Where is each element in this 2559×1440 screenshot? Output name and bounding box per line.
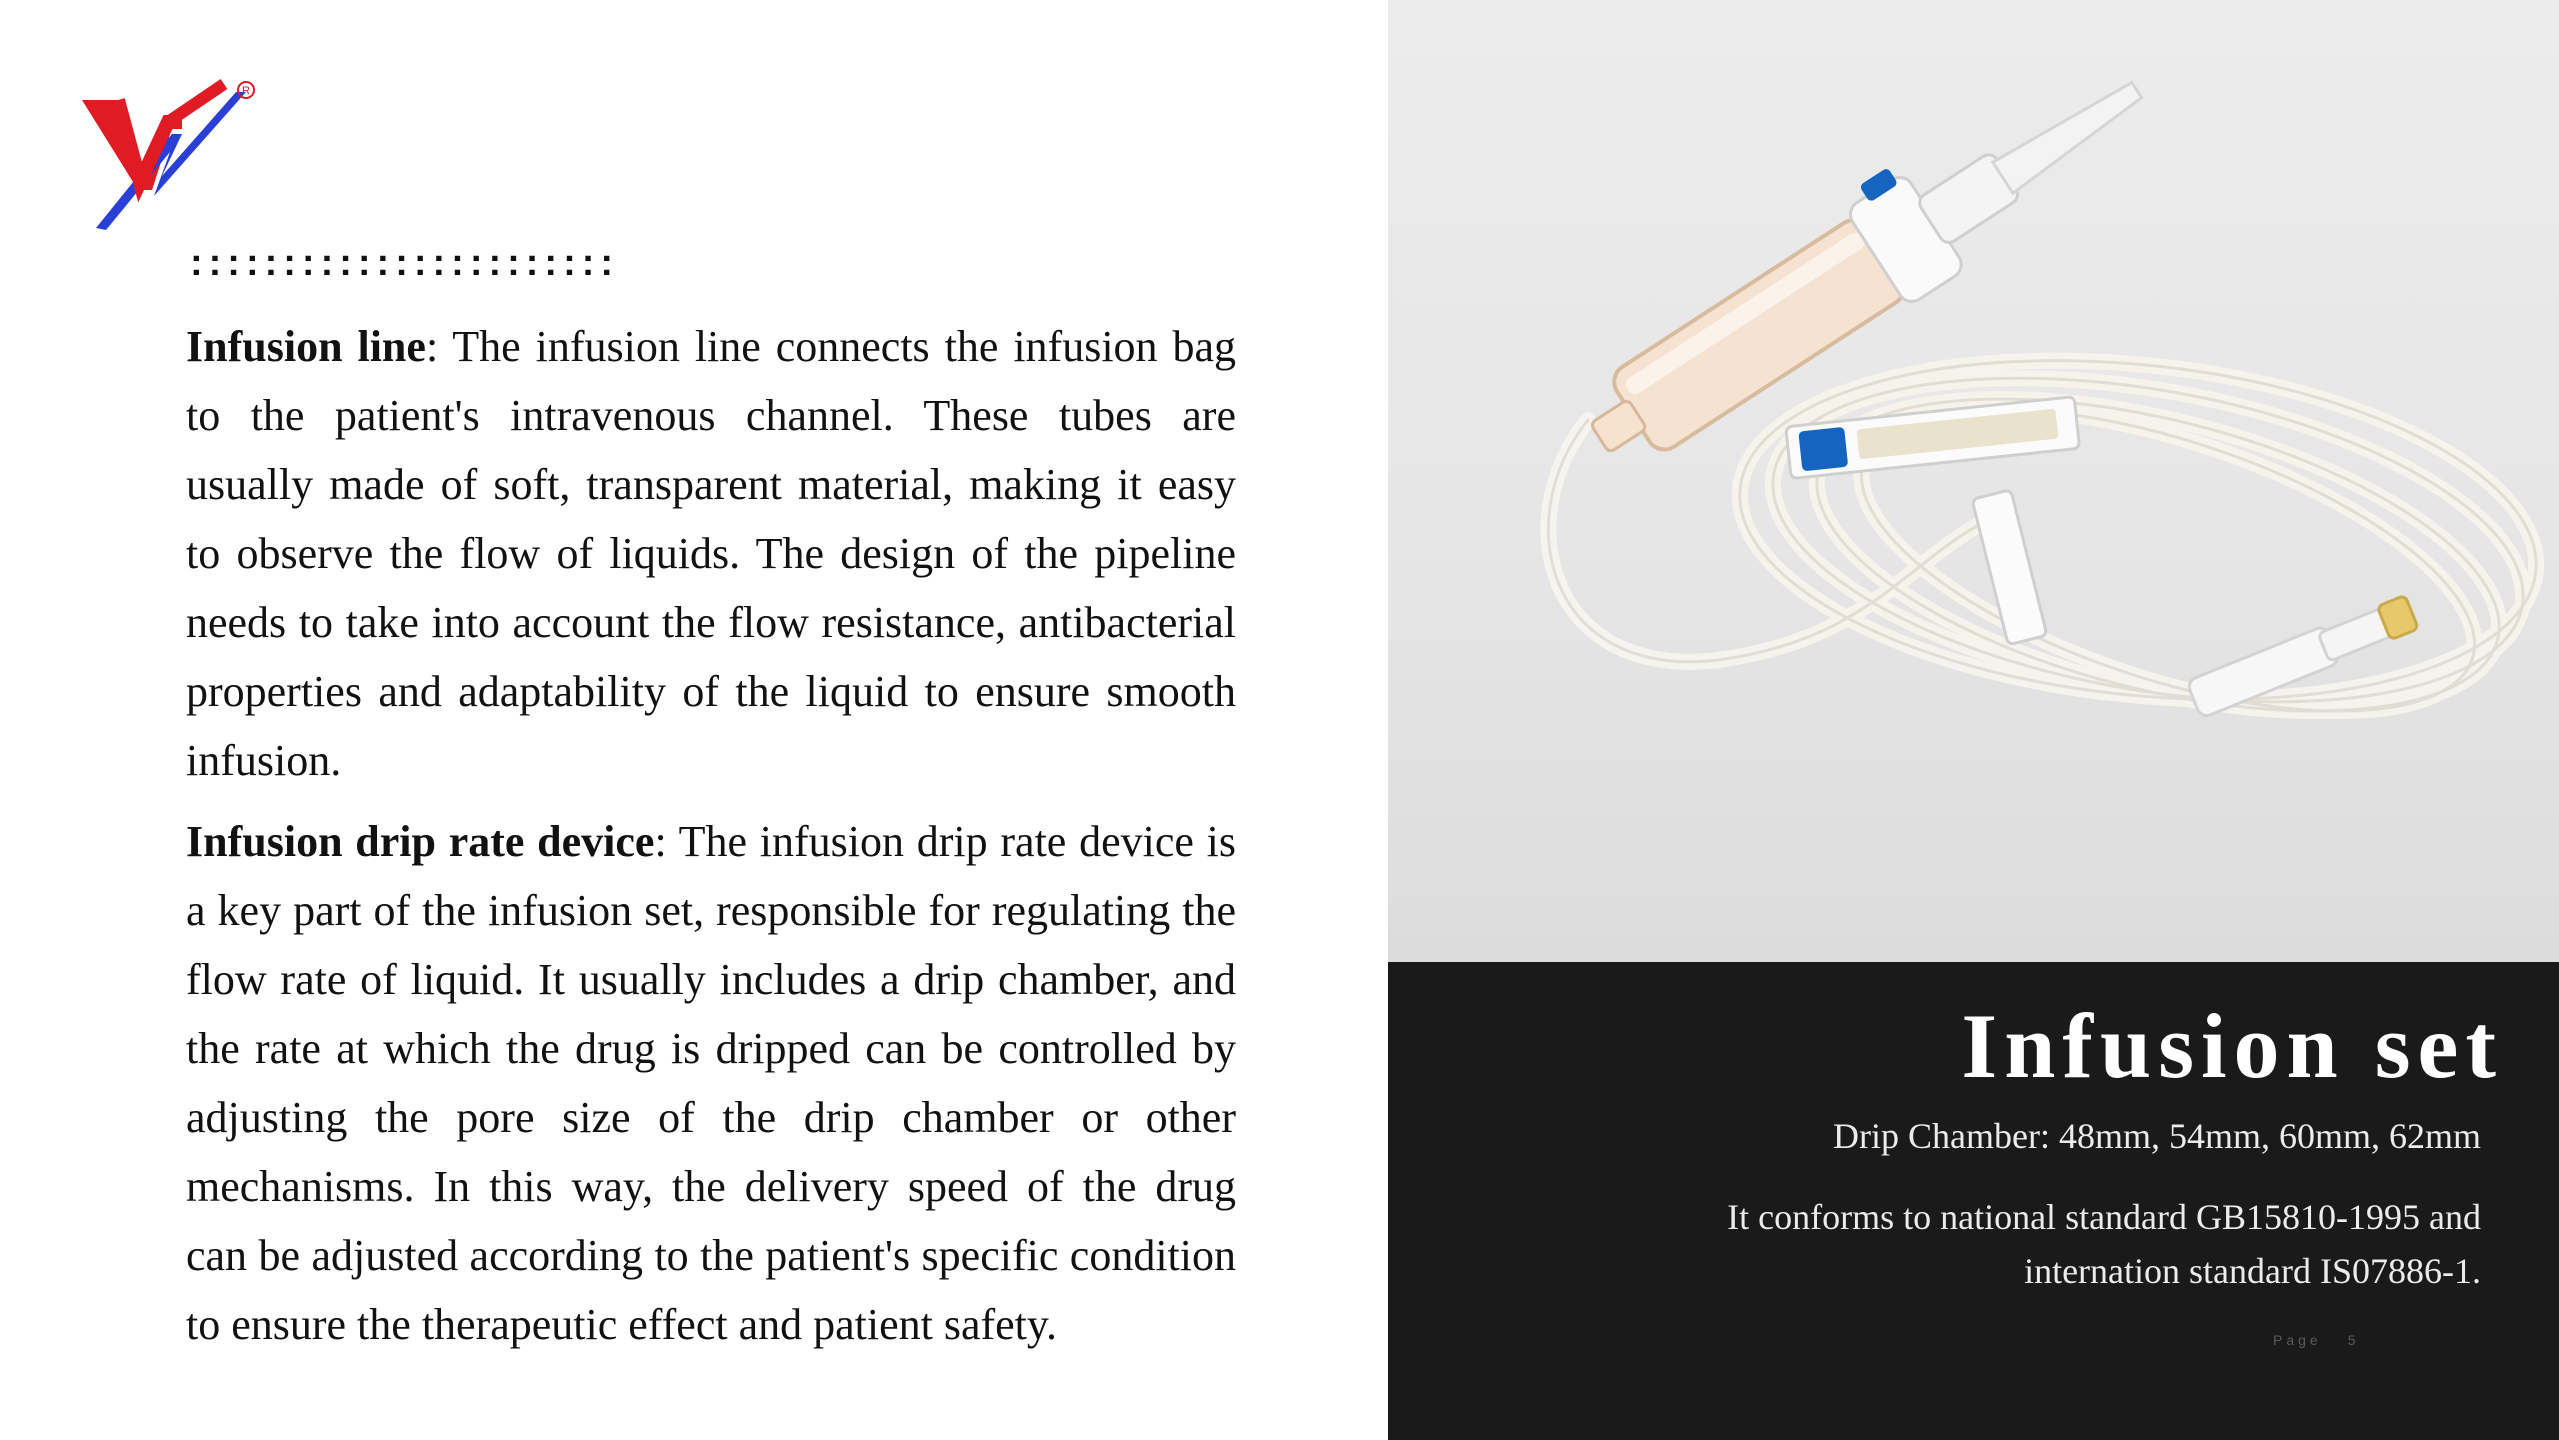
drip-rate-term: Infusion drip rate device (186, 817, 655, 866)
decorative-dots: ::::::::::::::::::::::: (190, 242, 620, 284)
infusion-line-paragraph (186, 312, 1236, 795)
drip-chamber-spec: Drip Chamber: 48mm, 54mm, 60mm, 62mm (1833, 1116, 2481, 1156)
svg-text:R: R (242, 85, 250, 97)
description-text (186, 312, 1236, 1371)
infusion-line-body: : The infusion line connects the infusion bag to the patient's intravenous channel. These tubes are usually made of soft, transparent material, making it easy to observe the flow of liquids. The design of the pipeline needs to take into account the flow resistance, antibacterial properties and adaptability of the liquid to ensure smooth infusion. (186, 322, 1237, 785)
product-info-panel (1388, 962, 2559, 1440)
brand-logo (78, 78, 262, 238)
product-photo (1388, 0, 2559, 962)
infusion-set-photo (1388, 0, 2559, 962)
standard-text: It conforms to national standard GB15810-1995 and internation standard IS07886-1. (1727, 1197, 2481, 1291)
drip-rate-paragraph (186, 807, 1236, 1359)
infusion-line-term: Infusion line (186, 322, 426, 371)
product-title: Infusion set (1961, 995, 2503, 1097)
page-number: 5 (2347, 1332, 2360, 1348)
page-indicator (2273, 1332, 2360, 1348)
drip-rate-body: : The infusion drip rate device is a key part of the infusion set, responsible for regulating the flow rate of liquid. It usually includes a drip chamber, and the rate at which the drug is dripped can be controlled by adjusting the pore size of the drip chamber or other mechanisms. In this way, the delivery speed of the drug can be adjusted according to the patient's specific condition to ensure the therapeutic effect and patient safety. (186, 817, 1236, 1349)
page-label: Page (2273, 1332, 2322, 1348)
w-brand-logo-icon (78, 78, 262, 238)
